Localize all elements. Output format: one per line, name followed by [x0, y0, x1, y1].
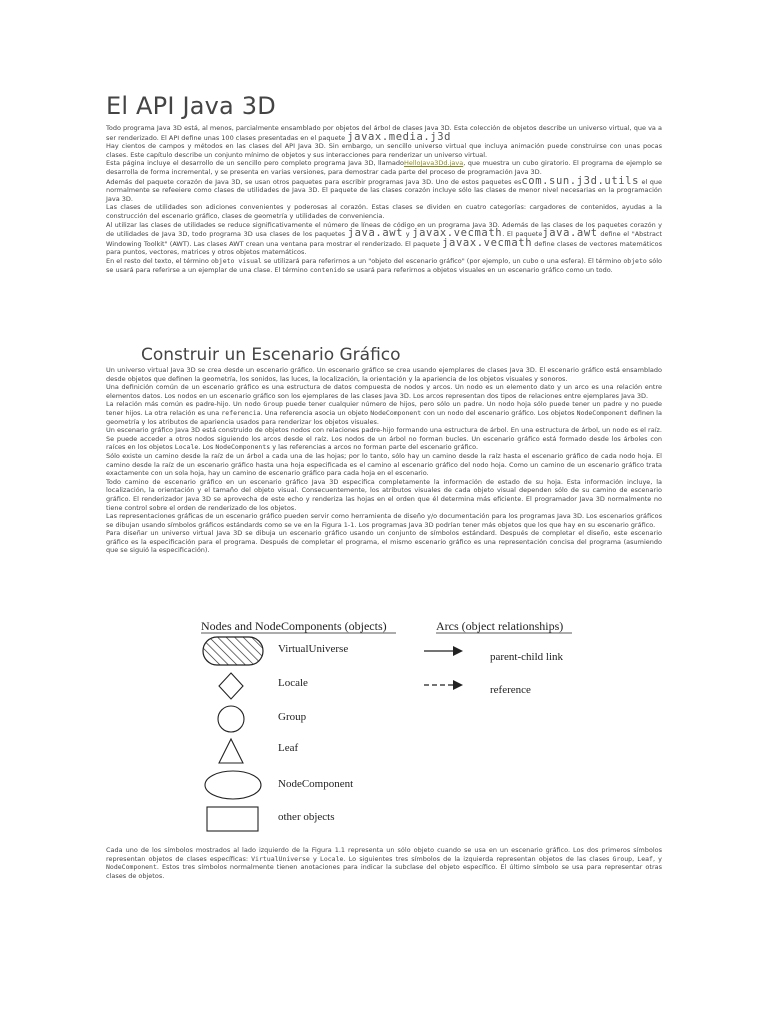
nodecomponent-symbol: [205, 771, 261, 799]
leaf-symbol: [219, 739, 243, 763]
section-heading: Construir un Escenario Gráfico: [141, 345, 401, 365]
symbols-diagram: [195, 615, 575, 840]
intro-section: [106, 124, 662, 274]
paragraph: Un universo virtual Java 3D se crea desde un escenario gráfico. Un escenario gráfico se crea usando ejemplares de clases Java 3D. El escenario gráfico está ensamblado desde objetos que definen la geometría, los sonidos, las luces, la localización, la orientación y la apariencia de los objetos visuales y sonoros.: [106, 366, 662, 383]
virtualuniverse-symbol: [203, 637, 263, 665]
figure-1-1: [195, 615, 575, 840]
paragraph: Todo programa Java 3D está, al menos, parcialmente ensamblado por objetos del árbol de clases Java 3D. Esta colección de objetos describe un universo virtual, que va a ser renderizado. El API define unas 100 clases presentadas en el paquete javax.media.j3d: [106, 124, 662, 143]
code-package: com.sun.j3d.utils: [521, 174, 640, 187]
paragraph: Para diseñar un universo virtual Java 3D se dibuja un escenario gráfico usando un conjunto de símbolos estándard. Después de completar el diseño, este escenario gráfico es la especificación para el programa. Después de completar el programa, el mismo escenario gráfico es una representación concisa del programa (asumiendo que se siguió la especificación).: [106, 529, 662, 555]
nodecomponent-label: NodeComponent: [278, 778, 354, 790]
parent-child-arrowhead: [453, 646, 463, 656]
code-package: java.awt: [347, 227, 404, 240]
paragraph: Una definición común de un escenario gráfico es una estructura de datos compuesta de nodos y arcos. Un nodo es un elemento dato y un arco es una relación entre elementos datos. Los nodos en un escenario gráfico son los ejemplares de las clases Java 3D. Los arcos representan dos tipos de relaciones entre ejemplares Java 3D.: [106, 383, 662, 400]
other-objects-label: other objects: [278, 811, 335, 823]
locale-symbol: [219, 673, 243, 699]
paragraph: Al utilizar las clases de utilidades se reduce significativamente el número de líneas de código en un programa Java 3D. Además de las clases de los paquetes corazón y de utilidades de Java 3D, todo programa 3D usa clases de los paquetes java.awt y javax.vecmath. El paquetejava.awt define el "Abstract Windowing Toolkit" (AWT). Las clases AWT crean una ventana para mostrar el renderizado. El paquete javax.vecmath define clases de vectores matemáticos para puntos, vectores, matrices y otros objetos matemáticos.: [106, 220, 662, 257]
arcs-header: Arcs (object relationships): [436, 619, 564, 633]
paragraph: Todo camino de escenario gráfico en un escenario gráfico Java 3D especifica completamente la información de estado de su hoja. Esta información incluye, la localización, la orientación y el tamaño del objeto visual. Consecuentemente, los atributos visuales de cada objeto visual dependen sólo de su camino de escenario gráfico. El renderizador Java 3D se aprovecha de este echo y renderiza las hojas en el orden que él determina más eficiente. El programador Java 3D normalmente no tiene control sobre el orden de renderizado de los objetos.: [106, 477, 662, 512]
nodes-header: Nodes and NodeComponents (objects): [201, 619, 387, 633]
group-label: Group: [278, 711, 307, 723]
paragraph: Hay cientos de campos y métodos en las clases del API Java 3D. Sin embargo, un sencillo universo virtual que incluya animación puede construirse con unas pocas clases. Este capítulo describe un conjunto mínimo de objetos y sus interacciones para renderizar un universo virtual.: [106, 142, 662, 159]
scene-graph-section: [106, 366, 662, 555]
leaf-label: Leaf: [278, 742, 299, 754]
paragraph: Cada uno de los símbolos mostrados al lado izquierdo de la Figura 1.1 representa un sólo objeto cuando se usa en un escenario gráfico. Los dos primeros símbolos representan objetos de clases específicas: VirtualUniverse y Locale. Lo siguientes tres símbolos de la izquierda representan objetos de las clases Group, Leaf, y NodeComponent. Estos tres símbolos normalmente tienen anotaciones para indicar la subclase del objeto específico. El último símbolo se usa para representar otras clases de objetos.: [106, 846, 662, 880]
reference-arrowhead: [453, 680, 463, 690]
locale-label: Locale: [278, 677, 308, 689]
hellojava3d-link[interactable]: HelloJava3Dd.java: [404, 159, 464, 168]
other-objects-symbol: [207, 807, 258, 831]
paragraph: Un escenario gráfico Java 3D está construido de objetos nodos con relaciones padre-hijo formando una estructura de árbol. En una estructura de árbol, un nodo es el raíz. Se puede acceder a otros nodos siguiendo los arcos desde el raíz. Los nodos de un árbol no forman bucles. Un escenario gráfico está formado desde los árboles con raíces en los objetos Locale. Los NodeComponents y las referencias a arcos no forman parte del escenario gráfico.: [106, 426, 662, 452]
paragraph: Sólo existe un camino desde la raíz de un árbol a cada una de las hojas; por lo tanto, sólo hay un camino desde la raíz hasta el escenario gráfico de cada nodo hoja. El camino desde la raíz de un escenario gráfico hasta una hoja especificada es el camino al escenario gráfico del nodo hoja. Como un camino de un escenario gráfico trata exactamente con un sola hoja, hay un camino de escenario gráfico para cada hoja en el escenario.: [106, 451, 662, 478]
code-package: javax.vecmath: [412, 227, 503, 240]
virtualuniverse-label: VirtualUniverse: [278, 643, 349, 655]
paragraph: Las representaciones gráficas de un escenario gráfico pueden servir como herramienta de diseño y/o documentación para los programas Java 3D. Los escenarios gráficos se dibujan usando símbolos gráficos estándards como se ve en la Figura 1-1. Los programas Java 3D podrían tener más objetos que los que hay en su escenario gráfico.: [106, 512, 662, 529]
paragraph: La relación más común es padre-hijo. Un nodo Group puede tener cualquier número de hijos, pero sólo un padre. Un nodo hoja sólo puede tener un padre y no puede tener hijos. La otra relación es una referencia. Una referencia asocia un objeto NodeComponent con un nodo del escenario gráfico. Los objetos NodeComponent definen la geometría y los atributos de apariencia usados para renderizar los objetos visuales.: [106, 400, 662, 426]
symbols-explanation: [106, 846, 662, 880]
paragraph: Esta página incluye el desarrollo de un sencillo pero completo programa Java 3D, llamadoHelloJava3Dd.java, que muestra un cubo giratorio. El programa de ejemplo se desarrolla de forma incremental, y se presenta en varias versiones, para demostrar cada parte del proceso de programación Java 3D.: [106, 159, 663, 176]
paragraph: Las clases de utilidades son adiciones convenientes y poderosas al corazón. Estas clases se dividen en cuatro categorías: cargadores de contenidos, ayudas a la construcción del escenario gráfico, clases de geometría y utilidades de conveniencia.: [106, 203, 662, 220]
group-symbol: [218, 706, 244, 732]
reference-label: reference: [490, 684, 531, 696]
code-package: javax.media.j3d: [347, 130, 452, 143]
paragraph: Además del paquete corazón de Java 3D, se usan otros paquetes para escribir programas Java 3D. Uno de estos paquetes escom.sun.j3d.utils el que normalmente se refeeiere como clases de utilidades de Java 3D. El paquete de las clases corazón incluye sólo las clases de menor nivel necesarias en la programación Java 3D.: [106, 174, 662, 203]
parent-child-label: parent-child link: [490, 651, 564, 663]
code-package: java.awt: [542, 227, 598, 240]
code-package: javax.vecmath: [442, 236, 533, 249]
page-title: El API Java 3D: [106, 92, 276, 120]
paragraph: En el resto del texto, el término objeto visual se utilizará para referirnos a un "objeto del escenario gráfico" (por ejemplo, un cubo o una esfera). El término objeto sólo se usará para referirse a un ejemplar de una clase. El término contenido se usará para referirnos a objetos visuales en un escenario gráfico como un todo.: [106, 256, 663, 274]
